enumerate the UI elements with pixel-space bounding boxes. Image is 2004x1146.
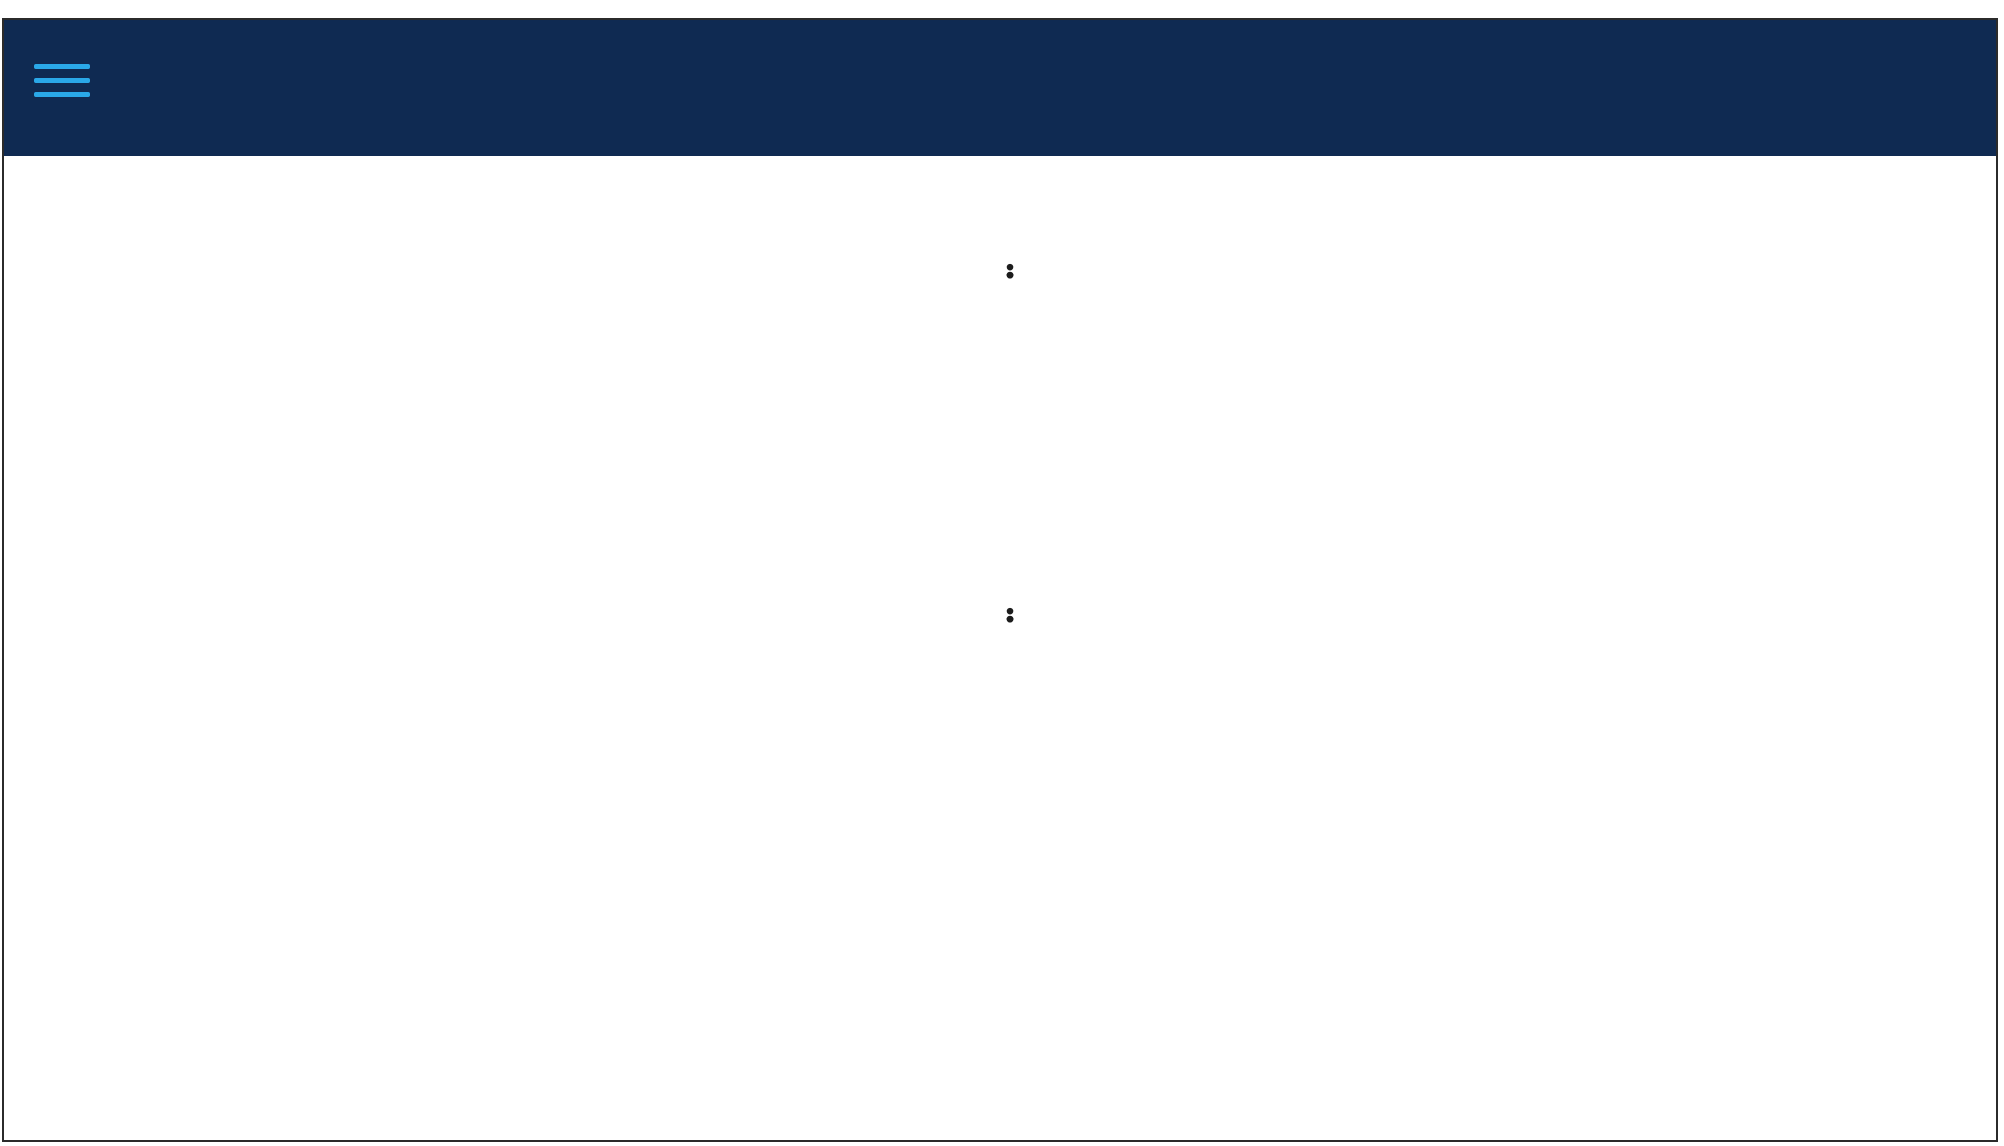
goals-list — [1006, 252, 1786, 260]
tools-list — [1006, 596, 1786, 604]
gear-top-label — [500, 298, 715, 306]
